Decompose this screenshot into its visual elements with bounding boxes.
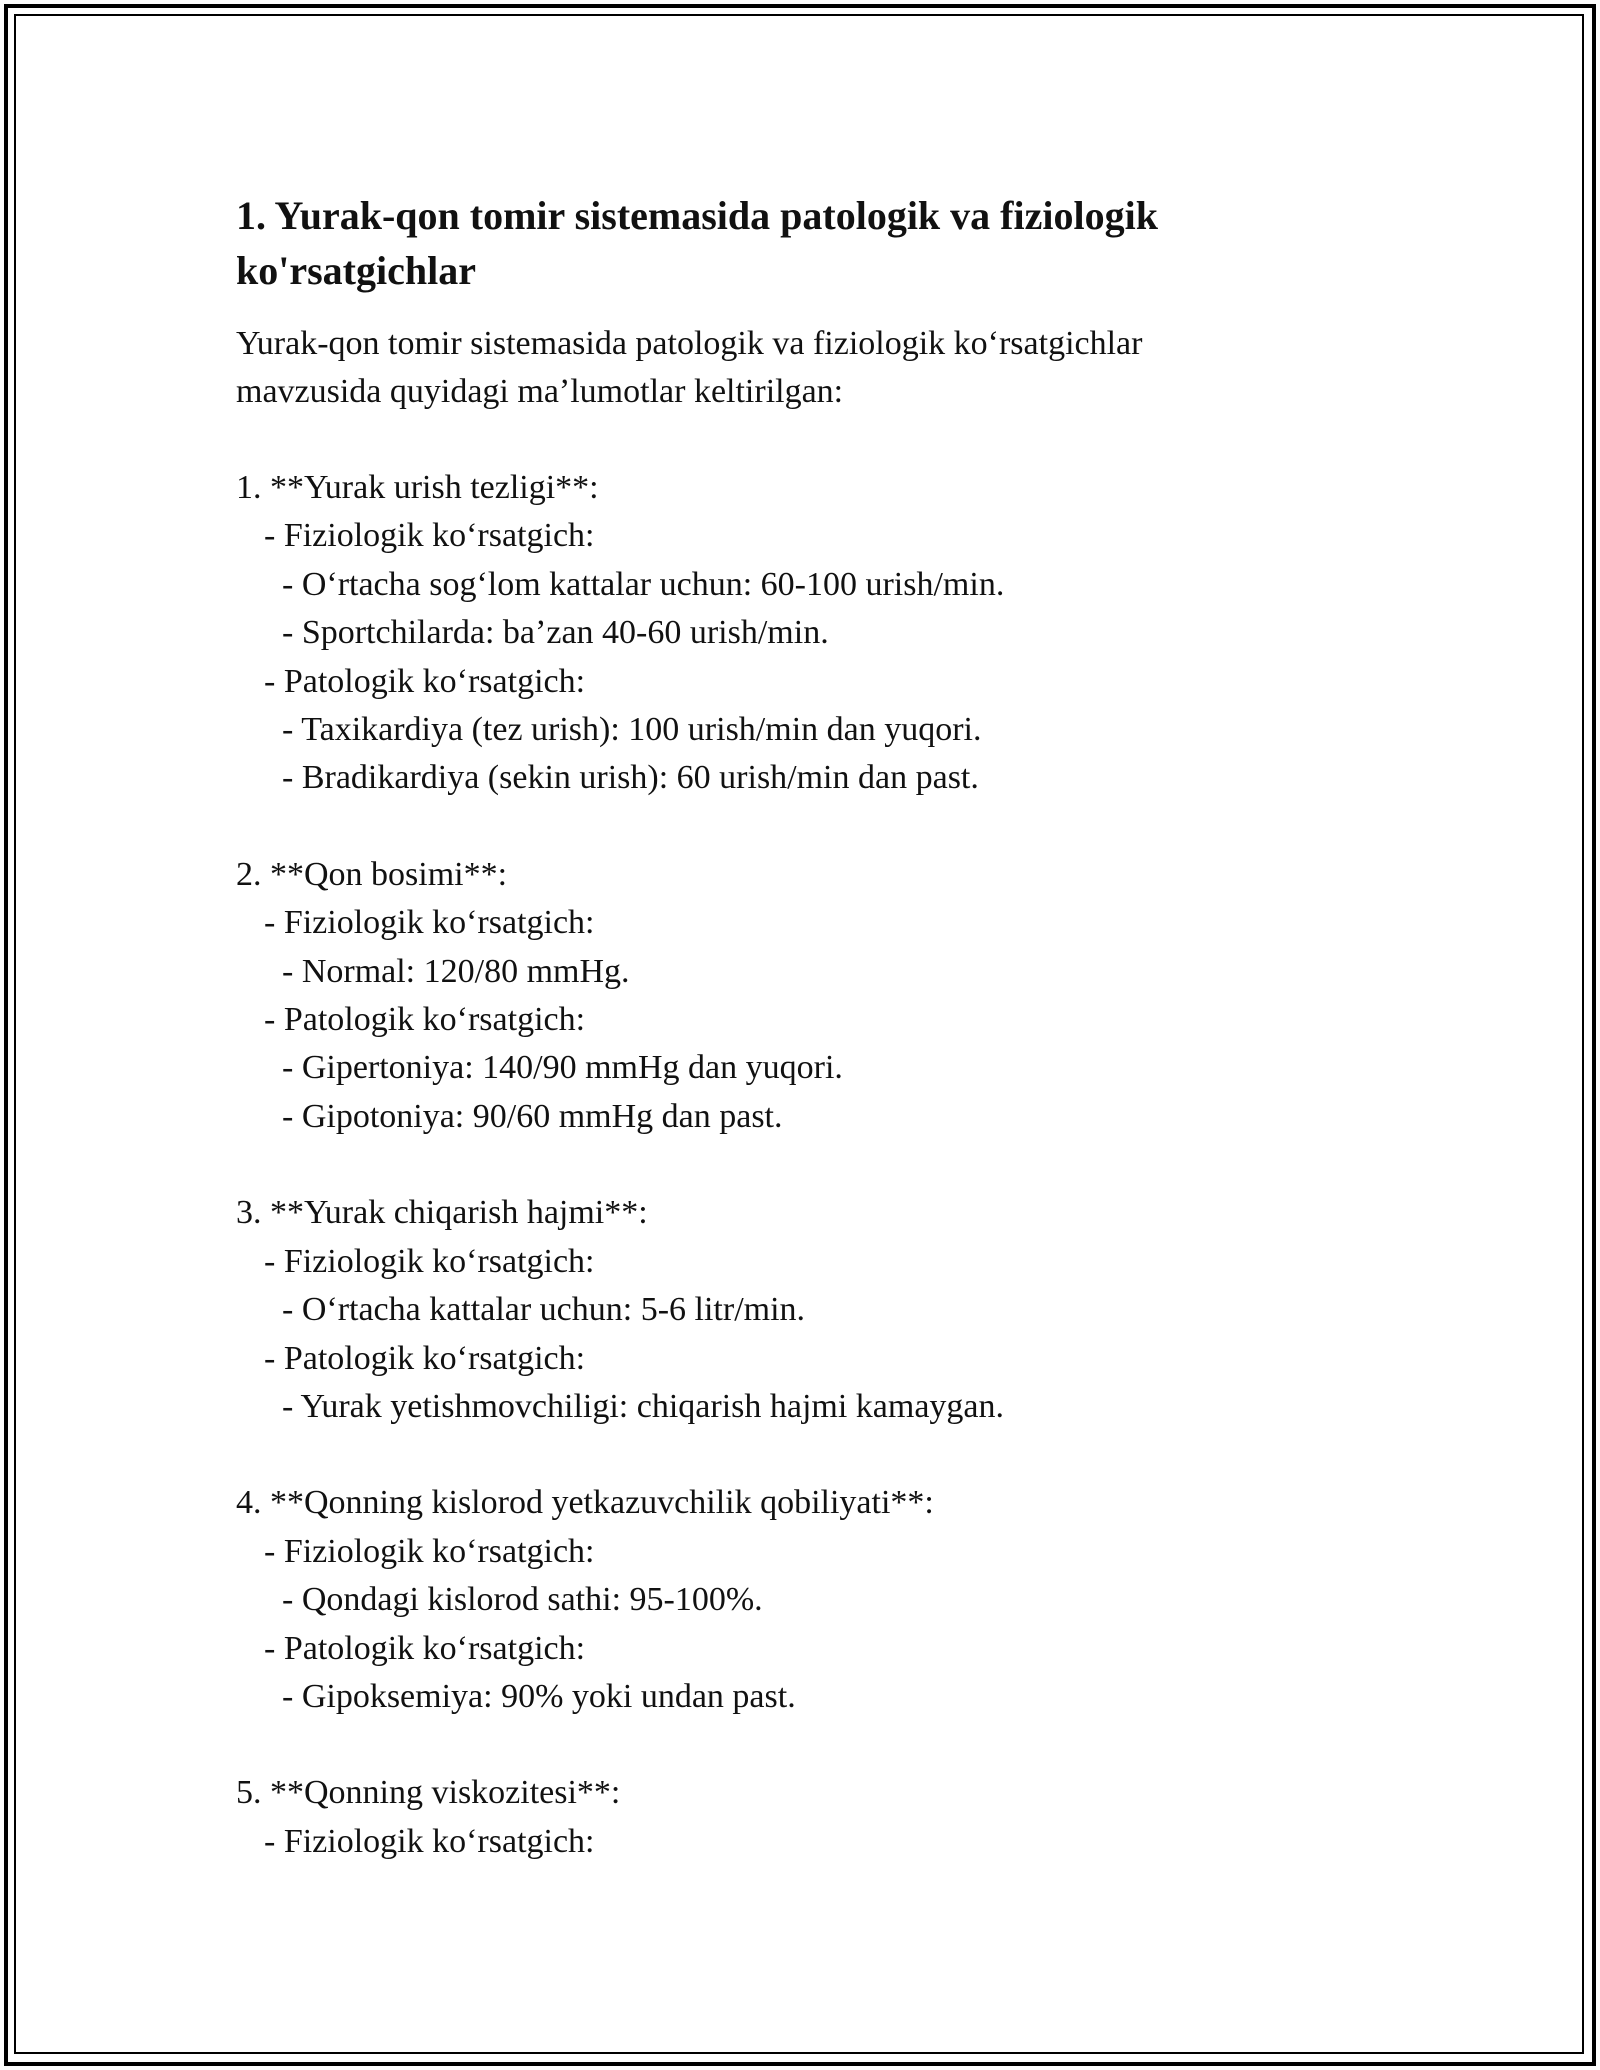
list-item: - Fiziologik koʻrsatgich: [264, 904, 595, 942]
list-item: - Oʻrtacha sogʻlom kattalar uchun: 60-100 urish/min. [282, 565, 1005, 603]
document-body [236, 188, 1366, 1866]
spacer [236, 803, 1366, 851]
list-item: - Fiziologik koʻrsatgich: [264, 1822, 595, 1860]
list-item: - Patologik koʻrsatgich: [264, 1629, 586, 1667]
spacer [236, 1431, 1366, 1479]
list-item: - Patologik koʻrsatgich: [264, 1001, 586, 1039]
section-2 [236, 851, 1366, 1141]
section-title: 2. **Qon bosimi**: [236, 855, 508, 893]
spacer [236, 1141, 1366, 1189]
section-1 [236, 464, 1366, 803]
list-item: - Yurak yetishmovchiligi: chiqarish hajmi kamaygan. [282, 1387, 1005, 1425]
list-item: - Gipoksemiya: 90% yoki undan past. [282, 1677, 796, 1715]
section-title: 3. **Yurak chiqarish hajmi**: [236, 1194, 648, 1232]
list-item: - Gipotoniya: 90/60 mmHg dan past. [282, 1097, 783, 1135]
list-item: - Patologik koʻrsatgich: [264, 1339, 586, 1377]
section-3 [236, 1189, 1366, 1431]
spacer [236, 416, 1366, 464]
section-5 [236, 1769, 1366, 1866]
spacer [236, 1721, 1366, 1769]
list-item: - Gipertoniya: 140/90 mmHg dan yuqori. [282, 1049, 843, 1087]
list-item: - Qondagi kislorod sathi: 95-100%. [282, 1581, 763, 1619]
section-title: 4. **Qonning kislorod yetkazuvchilik qobiliyati**: [236, 1484, 934, 1522]
intro-line-2: mavzusida quyidagi maʼlumotlar keltirilgan: [236, 373, 844, 410]
list-item: - Taxikardiya (tez urish): 100 urish/min dan yuqori. [282, 711, 982, 749]
list-item: - Sportchilarda: baʼzan 40-60 urish/min. [282, 614, 829, 652]
list-item: - Bradikardiya (sekin urish): 60 urish/min dan past. [282, 759, 979, 797]
list-item: - Normal: 120/80 mmHg. [282, 952, 630, 990]
section-title: 5. **Qonning viskozitesi**: [236, 1774, 621, 1812]
document-heading: 1. Yurak-qon tomir sistemasida patologik va fiziologik ko'rsatgichlar [236, 193, 1158, 293]
list-item: - Oʻrtacha kattalar uchun: 5-6 litr/min. [282, 1291, 806, 1329]
list-item: - Fiziologik koʻrsatgich: [264, 1242, 595, 1280]
section-4 [236, 1479, 1366, 1721]
list-item: - Fiziologik koʻrsatgich: [264, 517, 595, 555]
intro-line-1: Yurak-qon tomir sistemasida patologik va fiziologik koʻrsatgichlar [236, 325, 1143, 362]
list-item: - Fiziologik koʻrsatgich: [264, 1532, 595, 1570]
section-title: 1. **Yurak urish tezligi**: [236, 469, 599, 506]
list-item: - Patologik koʻrsatgich: [264, 662, 586, 700]
